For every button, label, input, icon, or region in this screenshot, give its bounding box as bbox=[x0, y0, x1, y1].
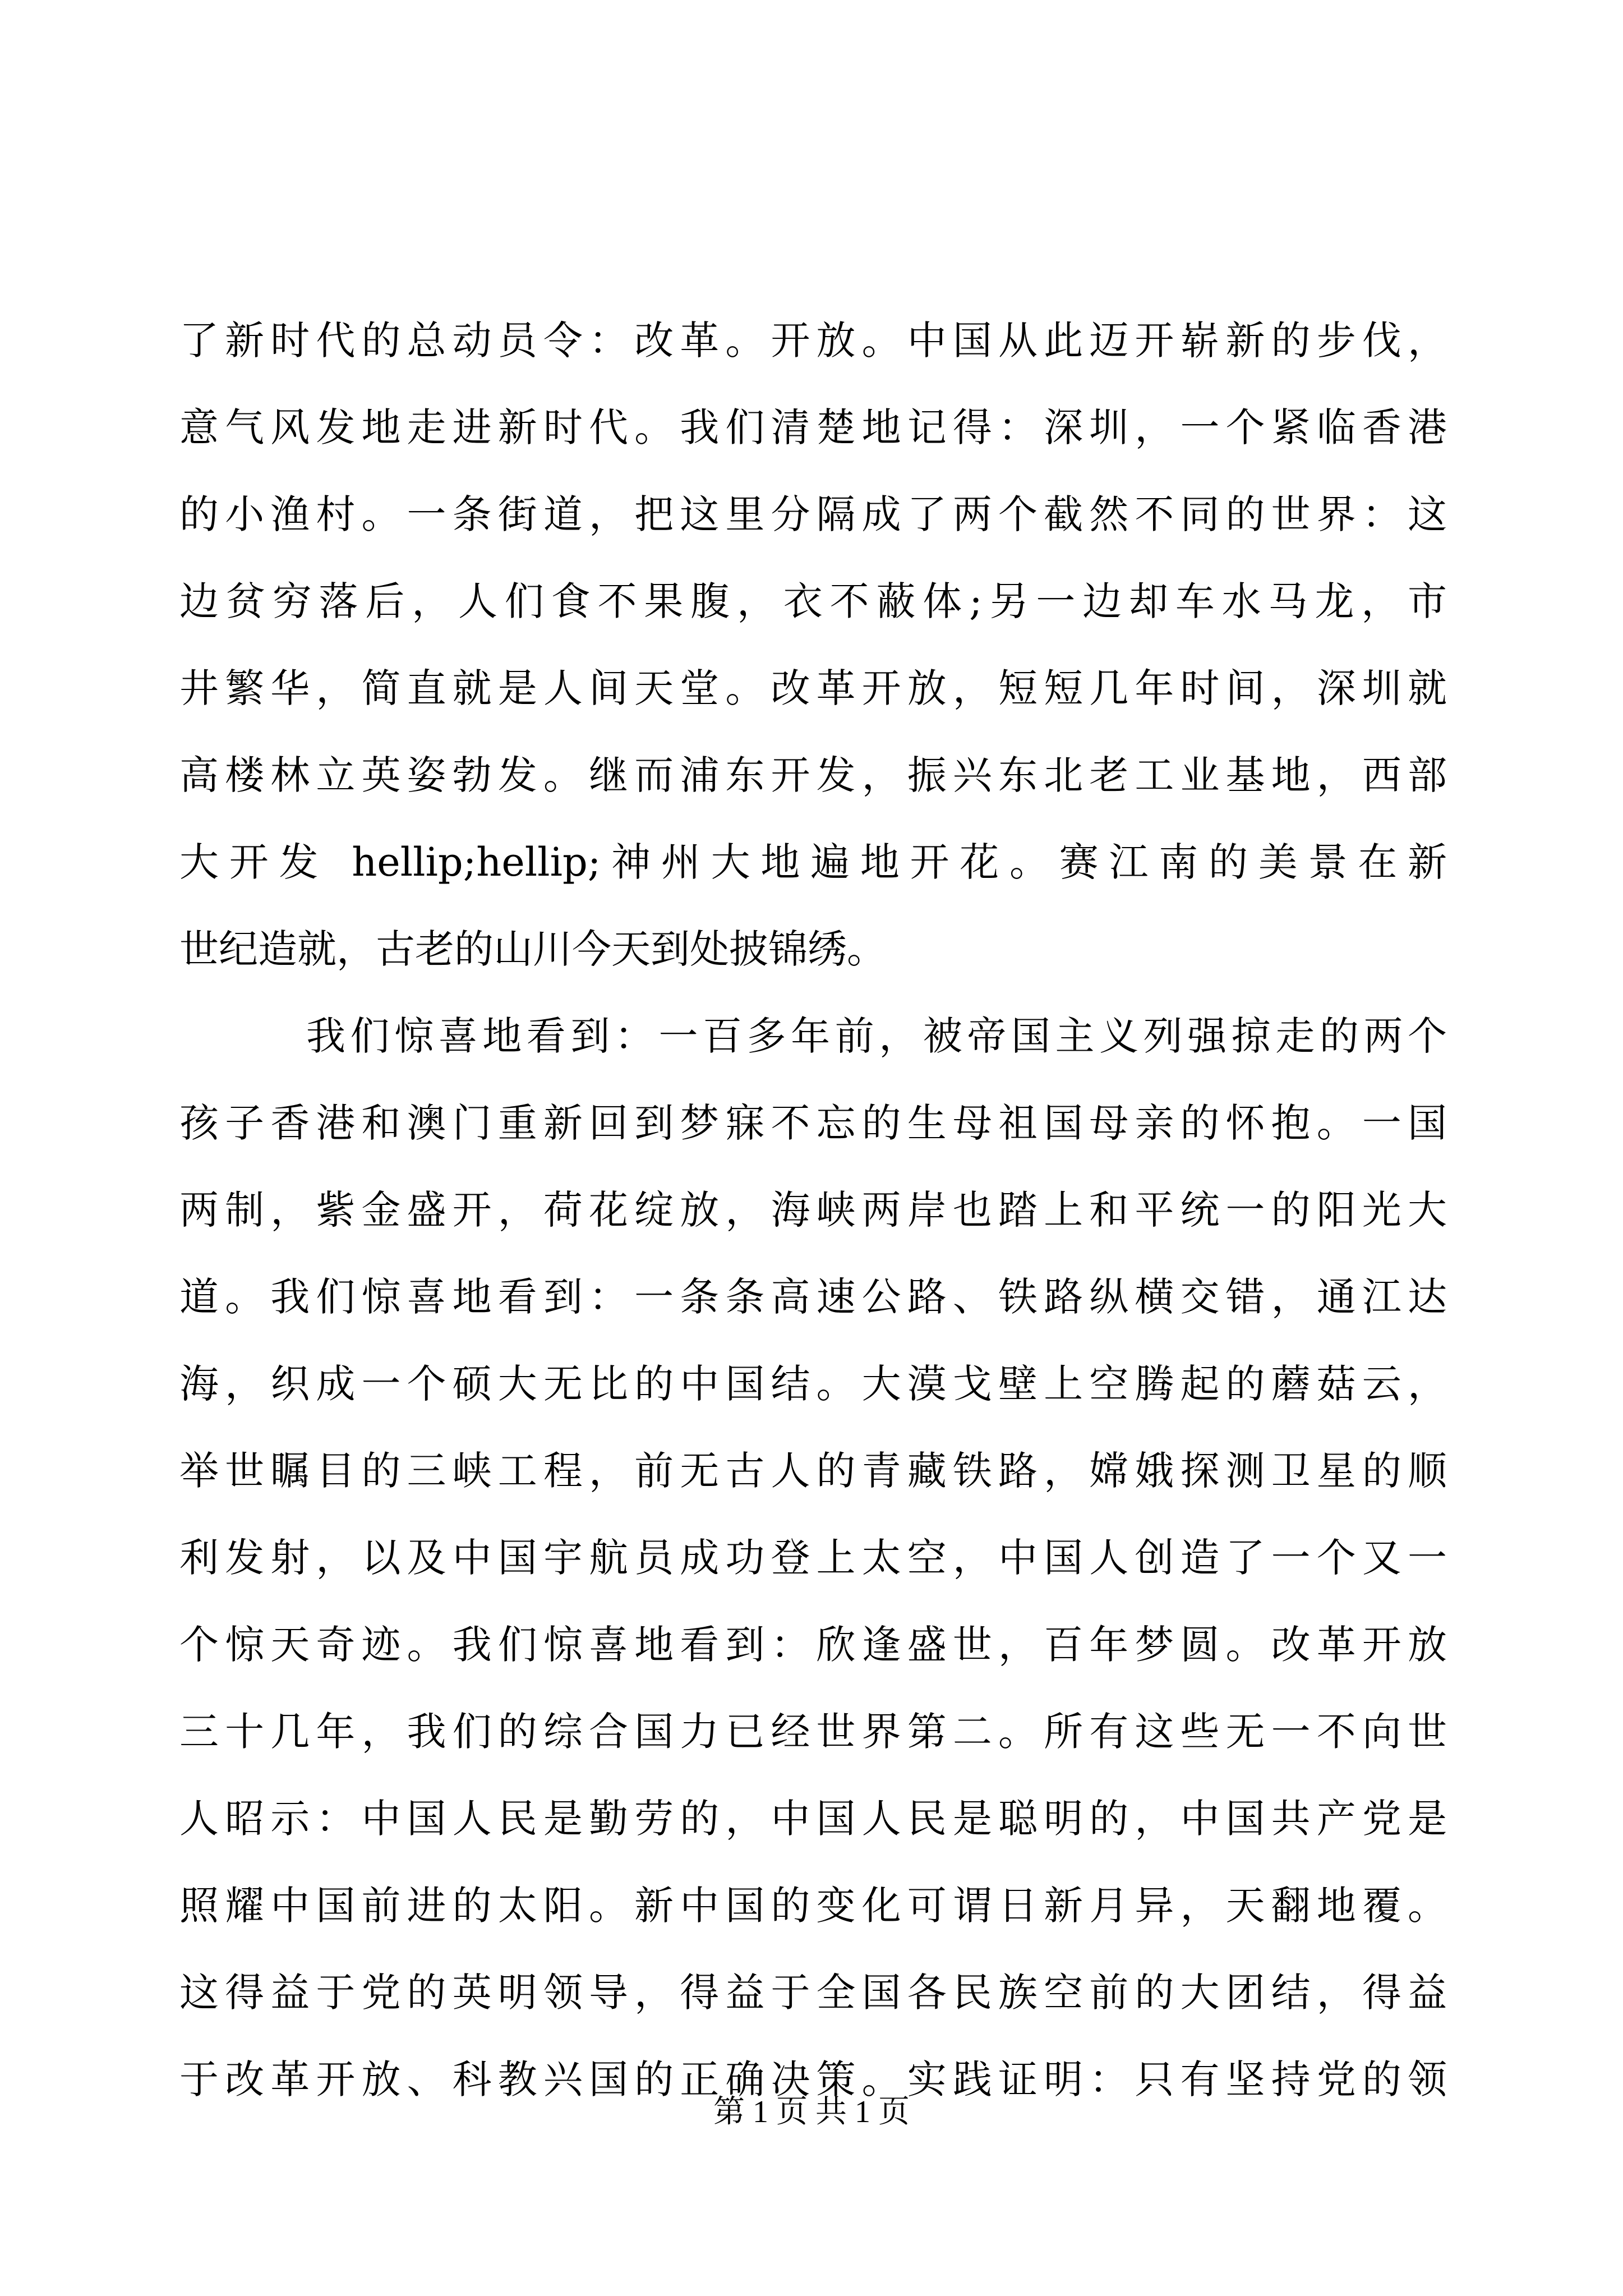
text-line: 利发射，以及中国宇航员成功登上太空，中国人创造了一个又一 bbox=[179, 1535, 1447, 1581]
paragraph-first-line: 我们惊喜地看到：一百多年前，被帝国主义列强掠走的两个 bbox=[306, 1013, 1447, 1059]
page-number: 第 1 页 共 1 页 bbox=[713, 2095, 910, 2129]
text-line: 孩子香港和澳门重新回到梦寐不忘的生母祖国母亲的怀抱。一国 bbox=[179, 1100, 1447, 1146]
text-line: 高楼林立英姿勃发。继而浦东开发，振兴东北老工业基地，西部 bbox=[179, 752, 1447, 798]
text-line: 海，织成一个硕大无比的中国结。大漠戈壁上空腾起的蘑菇云， bbox=[179, 1361, 1447, 1407]
text-line: 井繁华，简直就是人间天堂。改革开放，短短几年时间，深圳就 bbox=[179, 665, 1447, 711]
text-line: 这得益于党的英明领导，得益于全国各民族空前的大团结，得益 bbox=[179, 1970, 1447, 2016]
text-line: 三十几年，我们的综合国力已经世界第二。所有这些无一不向世 bbox=[179, 1709, 1447, 1755]
text-line: 两制，紫金盛开，荷花绽放，海峡两岸也踏上和平统一的阳光大 bbox=[179, 1187, 1447, 1233]
page-footer bbox=[0, 2090, 1623, 2134]
text-line: 人昭示：中国人民是勤劳的，中国人民是聪明的，中国共产党是 bbox=[179, 1796, 1447, 1842]
document-body bbox=[179, 297, 1447, 2123]
text-line: 意气风发地走进新时代。我们清楚地记得：深圳，一个紧临香港 bbox=[179, 404, 1447, 450]
text-line: 的小渔村。一条街道，把这里分隔成了两个截然不同的世界：这 bbox=[179, 491, 1447, 537]
text-line: 了新时代的总动员令：改革。开放。中国从此迈开崭新的步伐， bbox=[179, 318, 1447, 364]
text-line: 边贫穷落后，人们食不果腹，衣不蔽体;另一边却车水马龙，市 bbox=[179, 578, 1447, 624]
text-line: 举世瞩目的三峡工程，前无古人的青藏铁路，嫦娥探测卫星的顺 bbox=[179, 1448, 1447, 1494]
text-line: 世纪造就，古老的山川今天到处披锦绣。 bbox=[179, 926, 886, 972]
text-line: 大开发 hellip;hellip;神州大地遍地开花。赛江南的美景在新 bbox=[179, 839, 1447, 885]
text-line: 照耀中国前进的太阳。新中国的变化可谓日新月异，天翻地覆。 bbox=[179, 1883, 1447, 1929]
text-line: 个惊天奇迹。我们惊喜地看到：欣逢盛世，百年梦圆。改革开放 bbox=[179, 1622, 1447, 1668]
text-line: 道。我们惊喜地看到：一条条高速公路、铁路纵横交错，通江达 bbox=[179, 1274, 1447, 1320]
text-line: 于改革开放、科教兴国的正确决策。实践证明：只有坚持党的领 bbox=[179, 2056, 1447, 2102]
